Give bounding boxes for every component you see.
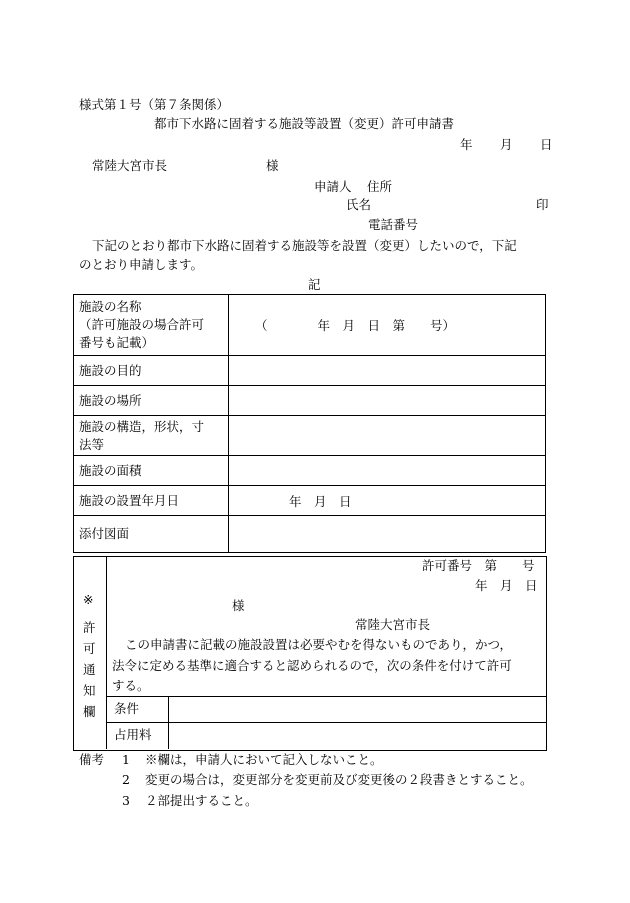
form-style-number: 様式第１号（第７条関係） [79, 97, 230, 112]
date-month-label: 月 [500, 137, 513, 152]
facility-purpose-field[interactable] [229, 356, 546, 386]
permit-mark: ※ [83, 592, 94, 607]
table-row [74, 516, 546, 553]
fee-label: 占用料 [114, 727, 152, 742]
facility-date-label: 施設の設置年月日 [74, 486, 229, 516]
ki-heading: 記 [308, 277, 321, 292]
body-text-line2: のとおり申請します。 [79, 257, 204, 272]
facility-date-field[interactable]: 年 月 日 [229, 486, 546, 516]
facility-structure-label: 施設の構造，形状，寸 法等 [74, 416, 229, 456]
name-label: 氏名 [346, 197, 372, 212]
table-row [74, 486, 546, 516]
address-label: 住所 [367, 179, 393, 194]
facility-place-label: 施設の場所 [74, 386, 229, 416]
permit-side-char: 許 [83, 620, 96, 635]
permit-side-char: 知 [83, 683, 96, 698]
table-row [74, 386, 546, 416]
permit-section [73, 556, 547, 751]
permit-honorific: 様 [232, 598, 245, 613]
table-row [74, 416, 546, 456]
note-number: 2 [122, 772, 130, 787]
permit-side-char: 可 [83, 641, 96, 656]
note-number: 1 [122, 752, 130, 767]
permit-side-char: 通 [83, 662, 96, 677]
permit-text-line2: 法令に定める基準に適合すると認められるので，次の条件を付けて許可 [112, 658, 512, 673]
addressee-honorific: 様 [266, 158, 279, 173]
condition-field[interactable] [169, 697, 545, 721]
facility-structure-field[interactable] [229, 416, 546, 456]
condition-label: 条件 [114, 701, 140, 716]
permit-number: 許可番号 第 号 [422, 558, 535, 573]
note-text: ２部提出すること。 [145, 793, 258, 808]
application-table [73, 294, 546, 553]
facility-place-field[interactable] [229, 386, 546, 416]
table-row [74, 356, 546, 386]
permit-text-line1: この申請書に記載の施設設置は必要やむを得ないものであり，かつ， [125, 637, 513, 652]
notes-label: 備考 [79, 752, 105, 767]
date-year-label: 年 [460, 137, 473, 152]
form-title: 都市下水路に固着する施設等設置（変更）許可申請書 [154, 116, 455, 131]
seal-label: 印 [536, 197, 549, 212]
facility-name-label: 施設の名称 （許可施設の場合許可 番号も記載） [74, 295, 229, 356]
date-day-label: 日 [540, 137, 553, 152]
facility-purpose-label: 施設の目的 [74, 356, 229, 386]
note-text: ※欄は，申請人において記入しないこと。 [145, 752, 383, 767]
phone-label: 電話番号 [368, 217, 419, 232]
addressee: 常陸大宮市長 [92, 158, 168, 173]
table-row [74, 456, 546, 486]
facility-area-field[interactable] [229, 456, 546, 486]
permit-side-divider [106, 557, 107, 749]
table-row [74, 295, 546, 356]
attached-drawing-field[interactable] [229, 516, 546, 553]
facility-name-field[interactable]: （ 年 月 日 第 号） [229, 295, 546, 356]
permit-issuer: 常陸大宮市長 [355, 617, 431, 632]
note-text: 変更の場合は，変更部分を変更前及び変更後の２段書きとすること。 [145, 772, 533, 787]
permit-side-char: 欄 [83, 704, 96, 719]
body-text-line1: 下記のとおり都市下水路に固着する施設等を設置（変更）したいので，下記 [92, 238, 517, 253]
facility-area-label: 施設の面積 [74, 456, 229, 486]
applicant-label: 申請人 [314, 179, 352, 194]
permit-text-line3: する。 [112, 678, 150, 693]
note-number: 3 [122, 793, 130, 808]
attached-drawing-label: 添付図面 [74, 516, 229, 553]
fee-field[interactable] [169, 723, 545, 749]
permit-date: 年 月 日 [475, 578, 538, 593]
